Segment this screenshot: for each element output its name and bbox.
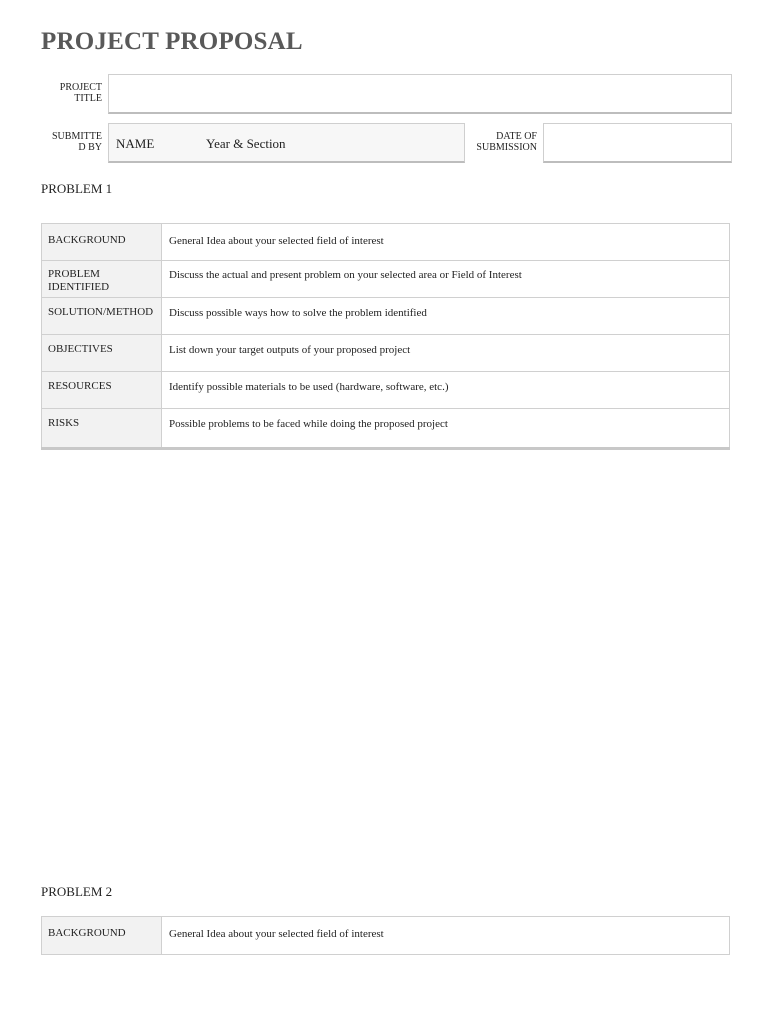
project-title-label: PROJECT TITLE [59, 82, 102, 104]
row-value[interactable]: Discuss the actual and present problem on your selected area or Field of Interest [162, 261, 730, 298]
document-title: PROJECT PROPOSAL [41, 28, 303, 55]
row-key: RESOURCES [42, 372, 162, 409]
row-key: RISKS [42, 409, 162, 449]
project-title-field[interactable] [108, 74, 732, 114]
table-row [42, 298, 730, 335]
row-value[interactable]: General Idea about your selected field of interest [162, 224, 730, 261]
table-row [42, 372, 730, 409]
table-row [42, 224, 730, 261]
table-row [42, 335, 730, 372]
table-row [42, 261, 730, 298]
row-key: BACKGROUND [42, 917, 162, 955]
name-text: NAME [116, 136, 155, 151]
date-of-submission-label: DATE OF SUBMISSION [476, 131, 537, 153]
problem-1-table [41, 223, 730, 450]
table-row [42, 409, 730, 449]
problem-1-heading: PROBLEM 1 [41, 181, 113, 196]
row-key: OBJECTIVES [42, 335, 162, 372]
row-value[interactable]: Possible problems to be faced while doing the proposed project [162, 409, 730, 449]
submitted-by-label: SUBMITTE D BY [52, 131, 102, 153]
problem-2-table [41, 916, 730, 955]
problem-2-heading: PROBLEM 2 [41, 884, 113, 899]
row-value[interactable]: Identify possible materials to be used (hardware, software, etc.) [162, 372, 730, 409]
table-row [42, 917, 730, 955]
row-key: PROBLEM IDENTIFIED [42, 261, 162, 298]
submitted-by-field[interactable] [108, 123, 465, 163]
row-key: SOLUTION/METHOD [42, 298, 162, 335]
date-of-submission-field[interactable] [543, 123, 732, 163]
row-value[interactable]: List down your target outputs of your proposed project [162, 335, 730, 372]
row-value[interactable]: General Idea about your selected field of interest [162, 917, 730, 955]
year-section-text: Year & Section [206, 136, 286, 151]
row-key: BACKGROUND [42, 224, 162, 261]
row-value[interactable]: Discuss possible ways how to solve the problem identified [162, 298, 730, 335]
